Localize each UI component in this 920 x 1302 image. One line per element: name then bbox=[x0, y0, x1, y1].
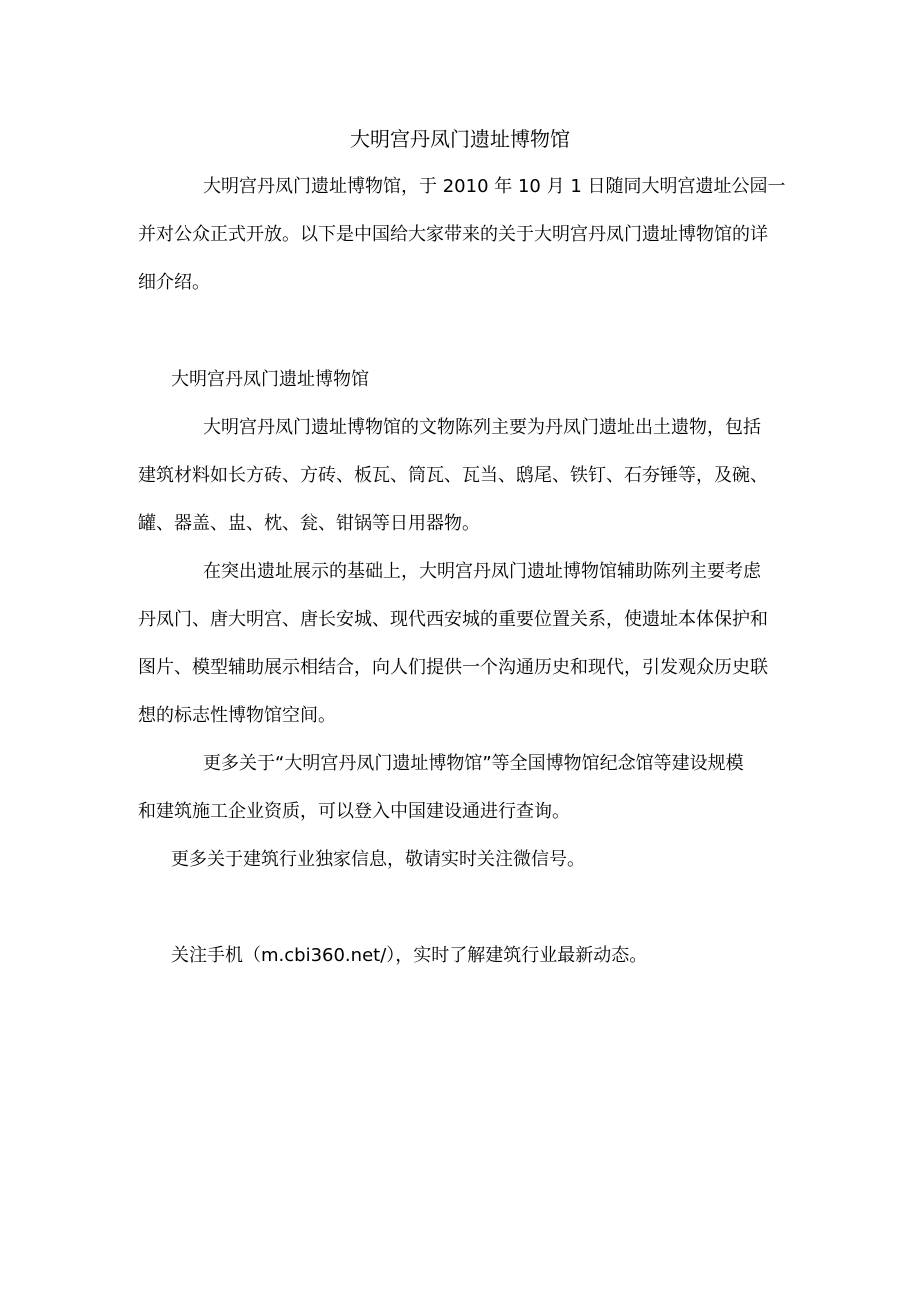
document-title: 大明宫丹凤门遗址博物馆 bbox=[350, 127, 570, 151]
para3-line-2: 和建筑施工企业资质，可以登入中国建设通进行查询。 bbox=[138, 801, 570, 822]
intro-line-2: 并对公众正式开放。以下是中国给大家带来的关于大明宫丹凤门遗址博物馆的详 bbox=[138, 224, 768, 245]
para1-line-2: 建筑材料如长方砖、方砖、板瓦、筒瓦、瓦当、鸱尾、铁钉、石夯锤等，及碗、 bbox=[138, 465, 768, 486]
para2-line-2: 丹凤门、唐大明宫、唐长安城、现代西安城的重要位置关系，使遗址本体保护和 bbox=[138, 609, 768, 630]
para3-line-1: 更多关于“大明宫丹凤门遗址博物馆”等全国博物馆纪念馆等建设规模 bbox=[203, 753, 744, 774]
para2-line-3: 图片、模型辅助展示相结合，向人们提供一个沟通历史和现代，引发观众历史联 bbox=[138, 657, 768, 678]
section-heading: 大明宫丹凤门遗址博物馆 bbox=[171, 369, 369, 390]
intro-line-3: 细介绍。 bbox=[138, 272, 210, 293]
para2-line-4: 想的标志性博物馆空间。 bbox=[138, 705, 336, 726]
para1-line-3: 罐、器盖、盅、枕、瓮、钳锅等日用器物。 bbox=[138, 513, 480, 534]
para1-line-1: 大明宫丹凤门遗址博物馆的文物陈列主要为丹凤门遗址出土遗物，包括 bbox=[203, 417, 761, 438]
follow-mobile-note: 关注手机（m.cbi360.net/），实时了解建筑行业最新动态。 bbox=[171, 945, 648, 966]
para2-line-1: 在突出遗址展示的基础上，大明宫丹凤门遗址博物馆辅助陈列主要考虑 bbox=[203, 561, 761, 582]
follow-wechat-note: 更多关于建筑行业独家信息，敬请实时关注微信号。 bbox=[171, 849, 585, 870]
intro-line-1: 大明宫丹凤门遗址博物馆，于 2010 年 10 月 1 日随同大明宫遗址公园一 bbox=[203, 176, 786, 197]
